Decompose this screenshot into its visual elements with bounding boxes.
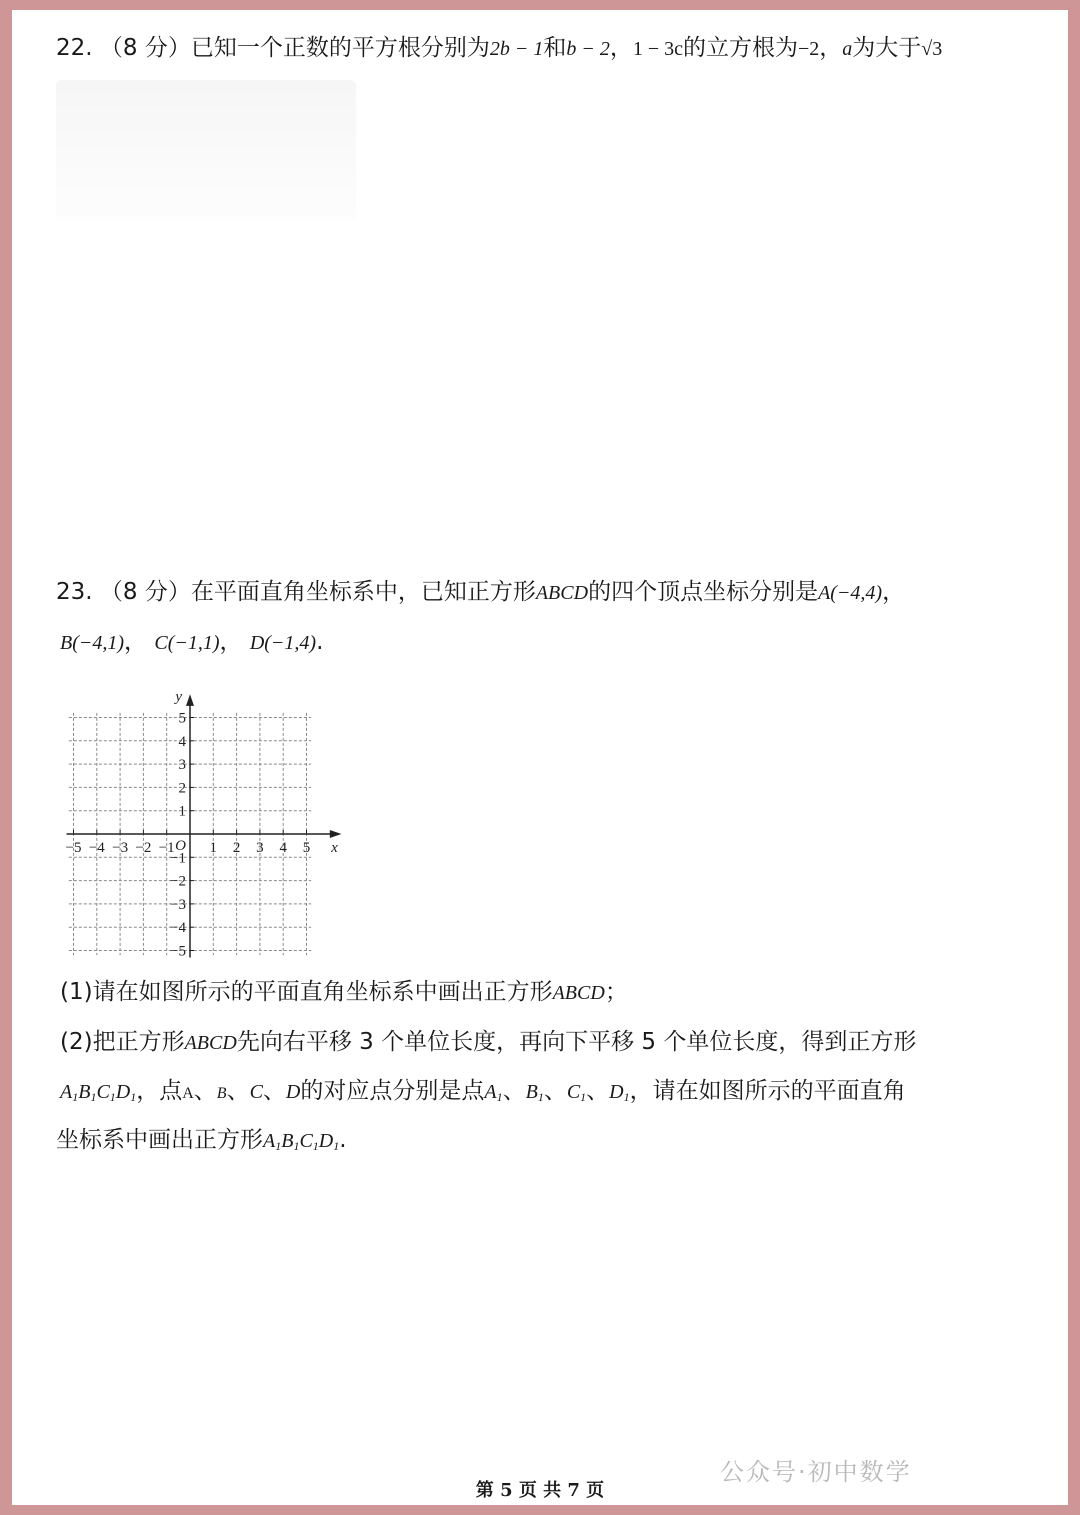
point-b1: $B_1$ (525, 1081, 544, 1104)
y-tick-label: 5 (178, 710, 186, 727)
y-tick-label: −3 (170, 896, 186, 913)
x-tick-label: 3 (256, 840, 264, 856)
y-tick-label: −2 (170, 873, 186, 890)
y-tick-label: −1 (170, 850, 186, 867)
question-number: 22. (56, 35, 93, 61)
x-tick-label: 5 (302, 840, 311, 856)
y-tick-label: −5 (170, 943, 186, 960)
x-tick-label: 4 (279, 840, 287, 856)
x-axis-label: x (331, 840, 338, 856)
part-1: (1)请在如图所示的平面直角坐标系中画出正方形ABCD； (60, 979, 628, 1005)
square-a1b1c1d1: $A_1B_1C_1D_1$ (263, 1130, 340, 1153)
question-23: 23. （8 分）在平面直角坐标系中，已知正方形ABCD的四个顶点坐标分别是A(−4,4)， (56, 579, 906, 605)
page-footer: 第 5 页 共 7 页 (475, 1480, 605, 1501)
x-tick-label: −4 (88, 840, 105, 856)
x-tick-label: −2 (135, 840, 152, 856)
exam-page (12, 10, 1068, 1505)
y-tick-label: 2 (178, 780, 186, 797)
y-tick-label: −4 (170, 920, 186, 937)
question-22: 22. （8 分）已知一个正数的平方根分别为2b − 1和b − 2，1 − 3c的立方根为−2，a为大于√3 (56, 35, 943, 61)
part-2: (2)把正方形ABCD先向右平移 3 个单位长度，再向下平移 5 个单位长度，得到正方形 (60, 1029, 917, 1055)
point-c1: $C_1$ (566, 1081, 587, 1104)
origin-label: O (175, 838, 186, 854)
question-23-line2: B(−4,1)， C(−1,1)， D(−1,4). (60, 629, 324, 655)
point-d1: $D_1$ (609, 1081, 630, 1104)
blurred-region (56, 80, 356, 220)
x-tick-label: −5 (65, 840, 82, 856)
x-tick-label: −3 (112, 840, 129, 856)
watermark: 公众号·初中数学 (720, 1458, 912, 1486)
y-axis-label: y (175, 689, 182, 706)
question-score: （8 分） (99, 579, 191, 605)
question-score: （8 分） (99, 35, 191, 61)
x-tick-label: 1 (209, 840, 218, 856)
x-tick-label: −1 (158, 840, 175, 856)
x-tick-label: 2 (232, 840, 241, 856)
axes (67, 694, 342, 957)
part-2-line2: $A_1B_1C_1D_1$，点A、B、C、D的对应点分别是点$A_1$、$B_1$、$C_1$、$D_1$，请在如图所示的平面直角 (60, 1078, 906, 1104)
part-2-line3: 坐标系中画出正方形$A_1B_1C_1D_1$. (56, 1127, 347, 1153)
coordinate-grid (52, 678, 342, 963)
y-tick-label: 1 (178, 803, 186, 820)
axis-labels (66, 689, 339, 959)
question-number: 23. (56, 579, 93, 605)
point-a1: $A_1$ (484, 1081, 503, 1104)
y-tick-label: 4 (178, 733, 186, 750)
y-axis-arrow (186, 694, 194, 706)
square-a1b1c1d1: $A_1B_1C_1D_1$ (60, 1081, 137, 1104)
y-tick-label: 3 (178, 757, 186, 774)
x-axis-arrow (330, 830, 342, 838)
